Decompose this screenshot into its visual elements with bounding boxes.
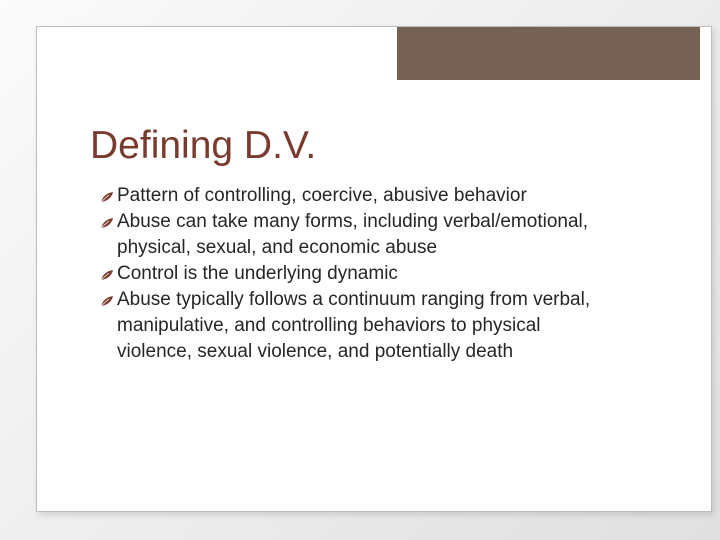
leaf-icon: [100, 269, 114, 281]
bullet-text: Pattern of controlling, coercive, abusive behavior: [117, 185, 527, 206]
accent-bar: [397, 27, 700, 80]
bullet-text: Abuse can take many forms, including verbal/emotional, physical, sexual, and economic abuse: [117, 211, 589, 258]
bullet-list: [100, 183, 620, 365]
slide-title: Defining D.V.: [90, 124, 317, 167]
leaf-icon: [100, 217, 114, 229]
bullet-item: [100, 183, 620, 209]
bullet-item: [100, 287, 620, 365]
bullet-text: Abuse typically follows a continuum ranging from verbal, manipulative, and controlling behaviors to physical violence, sexual violence, and potentially death: [117, 289, 591, 362]
bullet-item: [100, 261, 620, 287]
leaf-icon: [100, 191, 114, 203]
leaf-icon: [100, 295, 114, 307]
bullet-text: Control is the underlying dynamic: [117, 263, 398, 284]
bullet-item: [100, 209, 620, 261]
